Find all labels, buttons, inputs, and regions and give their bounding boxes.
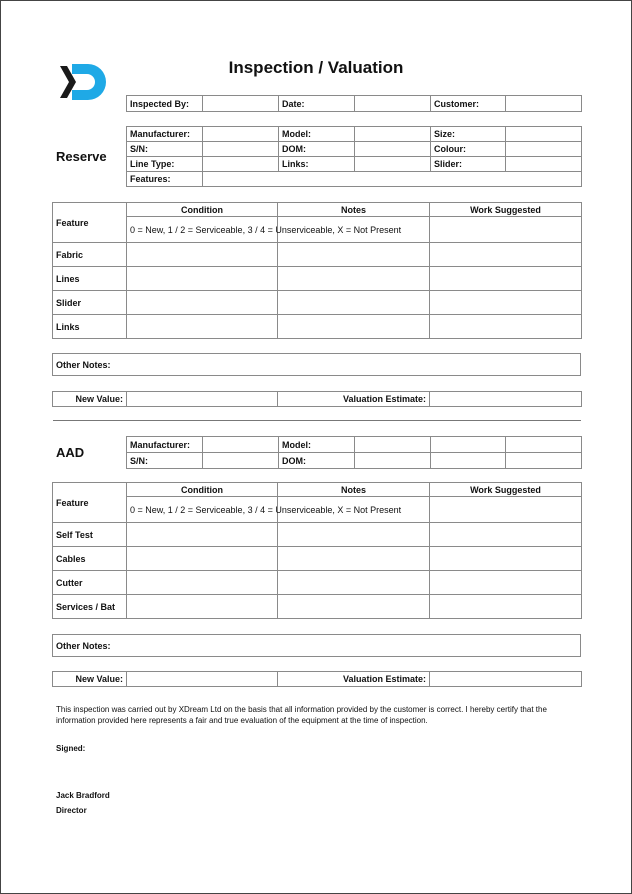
signatory-name: Jack Bradford: [56, 791, 110, 800]
reserve-condition-header: Condition: [127, 203, 278, 217]
reserve-slider-notes-field[interactable]: [278, 291, 430, 315]
aad-condition-legend: 0 = New, 1 / 2 = Serviceable, 3 / 4 = Unserviceable, X = Not Present: [127, 497, 278, 523]
reserve-valuation-estimate-field[interactable]: [430, 392, 582, 407]
aad-cables-work-field[interactable]: [430, 547, 582, 571]
aad-row-label-self-test: Self Test: [53, 523, 127, 547]
reserve-line-type-label: Line Type:: [127, 157, 203, 172]
reserve-lines-notes-field[interactable]: [278, 267, 430, 291]
reserve-row-label-links: Links: [53, 315, 127, 339]
reserve-condition-legend: 0 = New, 1 / 2 = Serviceable, 3 / 4 = Unserviceable, X = Not Present: [127, 217, 278, 243]
reserve-details-table: [126, 126, 582, 187]
reserve-lines-work-field[interactable]: [430, 267, 582, 291]
reserve-valuation-estimate-label: Valuation Estimate:: [278, 392, 430, 407]
reserve-new-value-field[interactable]: [127, 392, 278, 407]
aad-extra-label-cell-2: [431, 453, 506, 469]
section-divider: [53, 420, 581, 421]
reserve-slider-condition-field[interactable]: [127, 291, 278, 315]
reserve-sn-field[interactable]: [203, 142, 279, 157]
aad-extra-field-cell[interactable]: [506, 437, 582, 453]
reserve-links-notes-field[interactable]: [278, 315, 430, 339]
reserve-colour-label: Colour:: [431, 142, 506, 157]
inspected-by-label: Inspected By:: [127, 96, 203, 112]
reserve-slider-field[interactable]: [506, 157, 582, 172]
aad-section-title: AAD: [56, 445, 85, 460]
reserve-value-table: [52, 391, 582, 407]
reserve-size-label: Size:: [431, 127, 506, 142]
reserve-features-label: Features:: [127, 172, 203, 187]
disclaimer-text: This inspection was carried out by XDream Ltd on the basis that all information provided by the customer is correct. I hereby certify that the information provided here represents a fair and true evaluation of the equipment at the time of inspection.: [56, 705, 547, 725]
aad-valuation-estimate-field[interactable]: [430, 672, 582, 687]
reserve-model-field[interactable]: [355, 127, 431, 142]
reserve-slider-work-field[interactable]: [430, 291, 582, 315]
aad-self-test-work-field[interactable]: [430, 523, 582, 547]
reserve-sn-label: S/N:: [127, 142, 203, 157]
reserve-section-title: Reserve: [56, 149, 107, 164]
aad-cables-condition-field[interactable]: [127, 547, 278, 571]
reserve-row-label-slider: Slider: [53, 291, 127, 315]
aad-work-suggested-header: Work Suggested: [430, 483, 582, 497]
reserve-row-label-lines: Lines: [53, 267, 127, 291]
aad-row-label-cutter: Cutter: [53, 571, 127, 595]
aad-other-notes-field[interactable]: [53, 635, 581, 657]
reserve-manufacturer-field[interactable]: [203, 127, 279, 142]
aad-self-test-condition-field[interactable]: [127, 523, 278, 547]
aad-manufacturer-field[interactable]: [203, 437, 279, 453]
customer-label: Customer:: [431, 96, 506, 112]
aad-extra-label-cell: [431, 437, 506, 453]
aad-manufacturer-label: Manufacturer:: [127, 437, 203, 453]
reserve-other-notes-table: [52, 353, 581, 376]
reserve-dom-label: DOM:: [279, 142, 355, 157]
reserve-row-label-fabric: Fabric: [53, 243, 127, 267]
aad-other-notes-table: [52, 634, 581, 657]
aad-model-field[interactable]: [355, 437, 431, 453]
reserve-other-notes-field[interactable]: [53, 354, 581, 376]
reserve-new-value-label: New Value:: [53, 392, 127, 407]
page-title: Inspection / Valuation: [228, 58, 404, 77]
reserve-feature-header: Feature: [53, 203, 127, 243]
signatory-role: Director: [56, 806, 87, 815]
reserve-condition-table: [52, 202, 582, 339]
aad-cutter-condition-field[interactable]: [127, 571, 278, 595]
reserve-fabric-work-field[interactable]: [430, 243, 582, 267]
aad-row-label-cables: Cables: [53, 547, 127, 571]
reserve-links-field[interactable]: [355, 157, 431, 172]
aad-sn-label: S/N:: [127, 453, 203, 469]
reserve-other-notes-label: Other Notes:: [56, 359, 111, 370]
aad-condition-table: [52, 482, 582, 619]
reserve-links-work-field[interactable]: [430, 315, 582, 339]
aad-cables-notes-field[interactable]: [278, 547, 430, 571]
date-label: Date:: [279, 96, 355, 112]
customer-field[interactable]: [506, 96, 582, 112]
aad-services-bat-notes-field[interactable]: [278, 595, 430, 619]
aad-self-test-notes-field[interactable]: [278, 523, 430, 547]
aad-valuation-estimate-label: Valuation Estimate:: [278, 672, 430, 687]
reserve-slider-label: Slider:: [431, 157, 506, 172]
aad-notes-header: Notes: [278, 483, 430, 497]
aad-value-table: [52, 671, 582, 687]
aad-details-table: [126, 436, 582, 469]
reserve-work-header-cell: [430, 217, 582, 243]
reserve-size-field[interactable]: [506, 127, 582, 142]
reserve-work-suggested-header: Work Suggested: [430, 203, 582, 217]
aad-other-notes-label: Other Notes:: [56, 640, 111, 651]
reserve-model-label: Model:: [279, 127, 355, 142]
reserve-features-field[interactable]: [203, 172, 582, 187]
reserve-colour-field[interactable]: [506, 142, 582, 157]
reserve-dom-field[interactable]: [355, 142, 431, 157]
reserve-lines-condition-field[interactable]: [127, 267, 278, 291]
aad-cutter-notes-field[interactable]: [278, 571, 430, 595]
reserve-fabric-condition-field[interactable]: [127, 243, 278, 267]
aad-services-bat-work-field[interactable]: [430, 595, 582, 619]
aad-dom-label: DOM:: [279, 453, 355, 469]
reserve-links-label: Links:: [279, 157, 355, 172]
date-field[interactable]: [355, 96, 431, 112]
top-fields-table: [126, 95, 582, 112]
aad-new-value-field[interactable]: [127, 672, 278, 687]
aad-model-label: Model:: [279, 437, 355, 453]
aad-condition-header: Condition: [127, 483, 278, 497]
aad-extra-field-cell-2[interactable]: [506, 453, 582, 469]
aad-sn-field[interactable]: [203, 453, 279, 469]
aad-dom-field[interactable]: [355, 453, 431, 469]
aad-work-header-cell: [430, 497, 582, 523]
reserve-fabric-notes-field[interactable]: [278, 243, 430, 267]
aad-row-label-services-bat: Services / Bat: [53, 595, 127, 619]
aad-cutter-work-field[interactable]: [430, 571, 582, 595]
reserve-links-condition-field[interactable]: [127, 315, 278, 339]
aad-new-value-label: New Value:: [53, 672, 127, 687]
aad-feature-header: Feature: [53, 483, 127, 523]
reserve-manufacturer-label: Manufacturer:: [127, 127, 203, 142]
inspected-by-field[interactable]: [203, 96, 279, 112]
signed-label: Signed:: [56, 744, 86, 753]
aad-services-bat-condition-field[interactable]: [127, 595, 278, 619]
reserve-notes-header: Notes: [278, 203, 430, 217]
reserve-line-type-field[interactable]: [203, 157, 279, 172]
